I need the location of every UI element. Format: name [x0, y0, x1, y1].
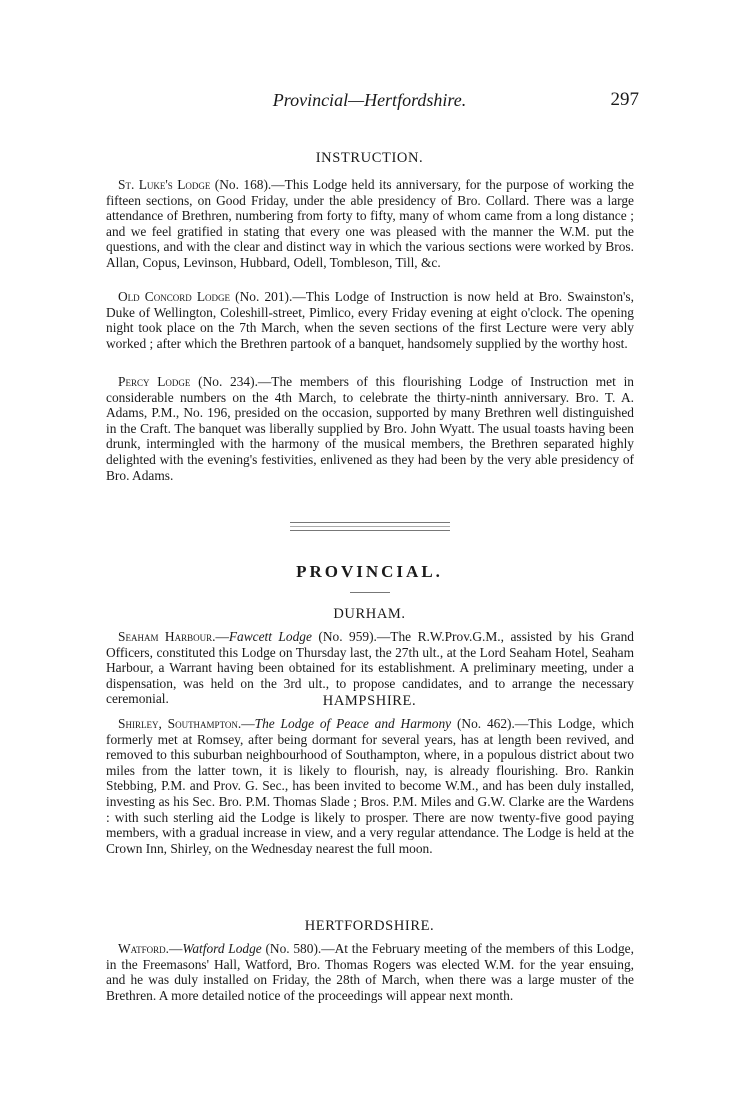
paragraph-text: (No. 201).—This Lodge of Instruction is now held at Bro. Swainston's, Duke of Wellington, Coleshill-street, Pimlico, every Friday evening at eight o'clock. The opening night took place on the 7th March, when the seven sections of the first Lecture were very ably worked ; after which the Brethren partook of a banquet, handsomely supplied by the worthy host. — [106, 289, 634, 351]
paragraph-hampshire — [106, 716, 634, 856]
running-title: Provincial—Hertfordshire. — [272, 90, 467, 110]
hampshire-heading: HAMPSHIRE. — [322, 693, 417, 709]
provincial-heading: PROVINCIAL. — [296, 562, 443, 581]
lodge-name: Watford Lodge — [182, 941, 262, 956]
paragraph-hertfordshire — [106, 941, 634, 1003]
paragraph-text: (No. 234).—The members of this flourishing Lodge of Instruction met in considerable numbers on the 4th March, to celebrate the thirty-ninth anniversary. Bro. T. A. Adams, P.M., No. 196, presided on the occasion, supported by many Brethren well distinguished in the Craft. The banquet was liberally supplied by Bro. John Wyatt. The usual toasts having been drunk, intermingled with the harmony of the musical members, the Brethren separated highly delighted with the evening's festivities, enlivened as they had been by the very able presidency of Bro. Adams. — [106, 374, 634, 483]
paragraph-text: (No. 959).—The R.W.Prov.G.M., assisted by his Grand Officers, constituted this Lodge on Thursday last, the 27th ult., at the Lord Seaham Hotel, Seaham Harbour, a Warrant having been obtained for its establishment. A preliminary meeting, under a dispensation, was held on the 3rd ult., to propose candidates, and to arrange the necessary ceremonial. — [106, 629, 634, 707]
dash: — — [169, 941, 183, 956]
lodge-name: St. Luke's Lodge — [118, 177, 211, 192]
lodge-name: The Lodge of Peace and Harmony — [254, 716, 452, 731]
place-name: Watford. — [118, 941, 169, 956]
ornamental-rule — [290, 530, 450, 531]
durham-heading: DURHAM. — [333, 606, 406, 622]
lodge-name: Old Concord Lodge — [118, 289, 231, 304]
place-name: Shirley, Southampton. — [118, 716, 242, 731]
hertfordshire-heading: HERTFORDSHIRE. — [304, 918, 435, 934]
dash: — — [241, 716, 255, 731]
ornamental-rule — [290, 522, 450, 523]
page-number: 297 — [610, 89, 639, 110]
ornamental-rule — [290, 526, 450, 527]
lodge-name: Fawcett Lodge — [228, 629, 312, 644]
place-name: Seaham Harbour. — [118, 629, 216, 644]
paragraph-old-concord-lodge — [106, 289, 634, 351]
paragraph-text: (No. 462).—This Lodge, which formerly met at Romsey, after being dormant for several years, has at length been revived, and removed to this suburban neighbourhood of Southampton, where, in a populous district about two miles from the latter town, it is likely to flourish, nay, is already flourishing. Bro. Rankin Stebbing, P.M. and Prov. G. Sec., has been invited to become W.M., and has been duly installed, investing as his Sec. Bro. P.M. Thomas Slade ; Bros. P.M. Miles and G.W. Clarke are the Wardens : with such sterling aid the Lodge is likely to prosper. There are now twenty-five good paying members, with a gradual increase in view, and a very regular attendance. The Lodge is held at the Crown Inn, Shirley, on the Wednesday nearest the full moon. — [106, 716, 634, 856]
paragraph-percy-lodge — [106, 374, 634, 483]
dash: — — [215, 629, 229, 644]
short-rule — [350, 592, 390, 593]
running-head — [0, 90, 739, 116]
lodge-name: Percy Lodge — [118, 374, 191, 389]
instruction-heading: INSTRUCTION. — [315, 150, 424, 166]
paragraph-text: (No. 168).—This Lodge held its anniversary, for the purpose of working the fifteen sections, on Good Friday, under the able presidency of Bro. Collard. There was a large attendance of Brethren, numbering from forty to fifty, many of whom came from a long distance ; and we feel gratified in stating that every one was pleased with the manner the W.M. put the questions, and with the clear and distinct way in which the various sections were worked by Bros. Allan, Copus, Levinson, Hubbard, Odell, Tombleson, Till, &c. — [106, 177, 634, 270]
paragraph-text: (No. 580).—At the February meeting of the members of this Lodge, in the Freemasons' Hall, Watford, Bro. Thomas Rogers was elected W.M. for the year ensuing, and he was duly installed on Friday, the 28th of March, when there was a large muster of the Brethren. A more detailed notice of the proceedings will appear next month. — [106, 941, 634, 1003]
paragraph-st-lukes-lodge — [106, 177, 634, 271]
